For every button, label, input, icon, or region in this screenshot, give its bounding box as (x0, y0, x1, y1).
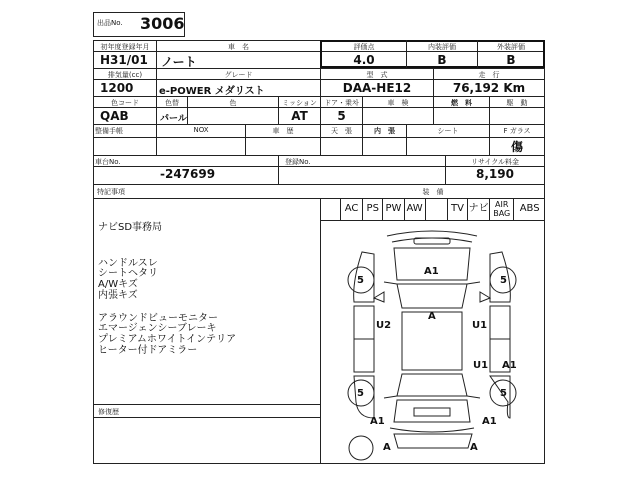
damage-mark: A1 (482, 416, 497, 427)
damage-mark: A (470, 442, 478, 453)
equipment-label: 装 備 (422, 188, 444, 196)
year-label: 初年度登録年月 (100, 43, 150, 51)
manual-label: 整備手帳 (95, 127, 123, 135)
fuel-label: 燃 料 (451, 99, 472, 107)
note-line: ヒーター付ドアミラー (98, 345, 198, 356)
mission-value: AT (291, 109, 308, 123)
car-damage-diagram (322, 222, 544, 464)
equipment-row (340, 198, 545, 220)
interior-label: 内装評価 (428, 43, 456, 51)
equipment-abs: ABS (513, 198, 545, 220)
damage-mark: 5 (500, 275, 507, 286)
equipment-ps: PS (362, 198, 382, 220)
equipment-tv: TV (447, 198, 467, 220)
recycle-value: 8,190 (476, 167, 514, 181)
glass-label: F ガラス (503, 127, 531, 135)
equipment-pw: PW (382, 198, 403, 220)
doors-value: 5 (337, 109, 346, 123)
note-line: アラウンドビューモニター (98, 313, 218, 324)
repair-label: 修復歴 (98, 408, 119, 416)
damage-mark: A (383, 442, 391, 453)
damage-mark: U1 (472, 320, 488, 331)
mission-label: ミッション (282, 99, 317, 107)
damage-mark: A1 (370, 416, 385, 427)
equipment-aw: AW (404, 198, 425, 220)
reg-label: 登録No. (285, 158, 311, 166)
drive-label: 駆 動 (506, 99, 528, 107)
grade-value: e-POWER メダリスト (159, 86, 265, 97)
mileage-label: 走 行 (478, 71, 500, 79)
interior2-label: 内 張 (374, 127, 395, 135)
color-code-value: QAB (100, 109, 129, 123)
type-value: DAA-HE12 (342, 81, 412, 95)
color-code-label: 色コード (111, 99, 139, 107)
damage-mark: U2 (376, 320, 392, 331)
grade-label: グレード (224, 71, 253, 79)
model-label: 車 名 (228, 43, 249, 51)
note-navi: ナビSD事務局 (98, 222, 163, 233)
doors-label: ドア・乗차 (324, 99, 359, 107)
recycle-label: リサイクル料金 (470, 158, 520, 166)
damage-mark: 5 (357, 275, 364, 286)
damage-mark: A1 (424, 266, 439, 277)
seat-label: シート (437, 127, 459, 135)
chassis-label: 車台No. (95, 158, 121, 166)
lot-label: 出品No. (97, 19, 123, 27)
exterior-value: B (506, 53, 516, 67)
note-line: ハンドルスレ (98, 258, 158, 269)
damage-mark: 5 (357, 388, 364, 399)
damage-mark: A1 (502, 360, 517, 371)
roof-label: 天 張 (331, 127, 352, 135)
cc-value: 1200 (100, 81, 134, 95)
model-value: ノート (161, 55, 197, 69)
notes-label: 特記事項 (97, 188, 125, 196)
color-label: 色 (229, 99, 237, 107)
equipment-ac: AC (340, 198, 362, 220)
type-label: 型 式 (366, 71, 388, 79)
note-line: プレミアムホワイトインテリア (98, 334, 237, 345)
history-label: 車 歴 (272, 127, 294, 135)
lot-number: 3006 (140, 14, 185, 33)
note-line: エマージェンシーブレーキ (98, 323, 217, 334)
equipment-navi: ナビ (467, 198, 489, 220)
inspection-label: 車 検 (387, 99, 409, 107)
score-label: 評価点 (353, 43, 375, 51)
note-line: 内張キズ (98, 290, 138, 301)
interior-value: B (437, 53, 447, 67)
color-value: パール (160, 114, 187, 124)
score-value: 4.0 (353, 53, 375, 67)
cc-label: 排気量(cc) (107, 71, 143, 79)
mileage-value: 76,192 Km (452, 81, 526, 95)
nox-label: NOX (193, 126, 209, 134)
exterior-label: 外装評価 (497, 43, 525, 51)
chassis-value: -247699 (160, 167, 216, 181)
equipment-airbag: AIR BAG (489, 198, 513, 220)
glass-value: 傷 (510, 140, 523, 154)
damage-mark: A (428, 311, 436, 322)
note-line: A/Wキズ (98, 279, 138, 290)
damage-mark: 5 (500, 388, 507, 399)
year-value: H31/01 (100, 53, 148, 67)
equipment-blank (425, 198, 447, 220)
damage-mark: U1 (473, 360, 489, 371)
tone-label: 色替 (165, 99, 179, 107)
note-line: シートヘタリ (98, 268, 158, 279)
